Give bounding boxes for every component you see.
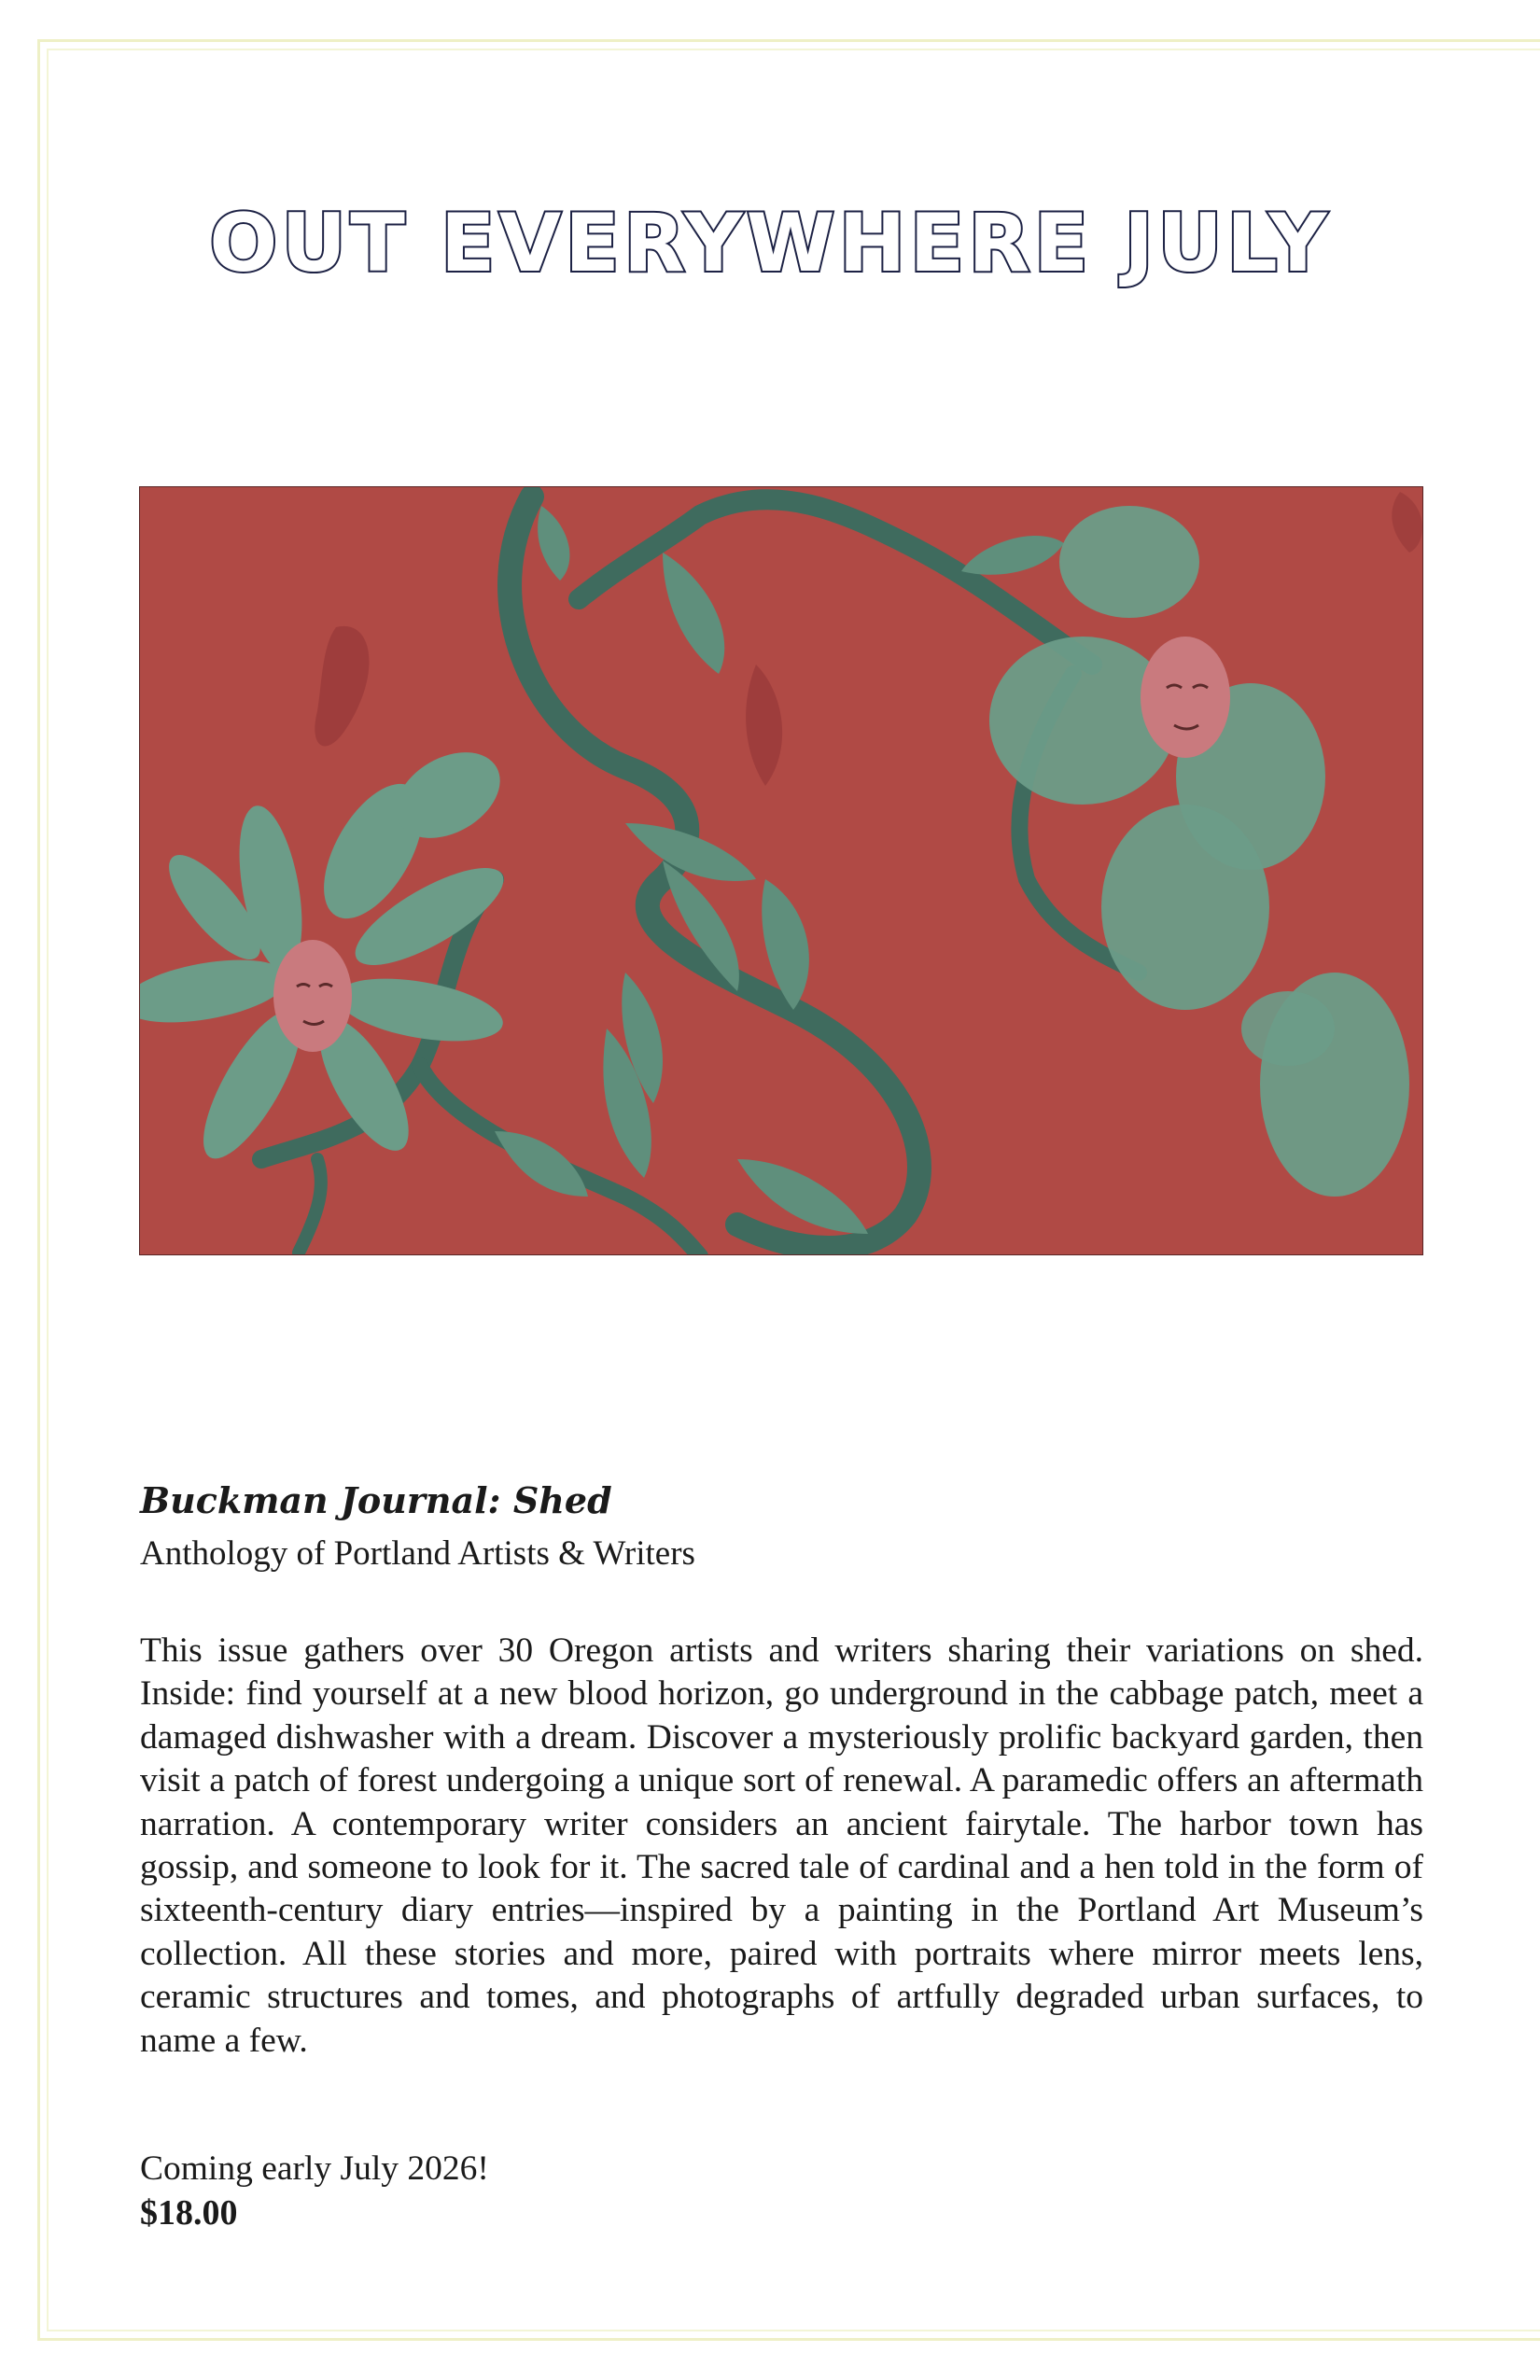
book-subtitle: Anthology of Portland Artists & Writers — [140, 1534, 695, 1573]
vine-illustration-icon — [140, 487, 1423, 1255]
headline: OUT EVERYWHERE JULY — [209, 197, 1331, 290]
cover-artwork — [139, 486, 1423, 1255]
price: $18.00 — [140, 2193, 238, 2233]
release-note: Coming early July 2026! — [140, 2149, 489, 2188]
book-title: Buckman Journal: Shed — [140, 1479, 612, 1521]
book-description: This issue gathers over 30 Oregon artists and writers sharing their variations on shed. Inside: find yourself at a new blood horizon, go underground in the cabbage patch, meet a damaged dishwasher with a dream. Discover a mysteriously prolific backyard garden, then visit a patch of forest undergoing a unique sort of renewal. A paramedic offers an aftermath narration. A contemporary writer considers an ancient fairytale. The harbor town has gossip, and someone to look for it. The sacred tale of cardinal and a hen told in the form of sixteenth-century diary entries—inspired by a painting in the Portland Art Museum’s collection. All these stories and more, paired with portraits where mirror meets lens, ceramic structures and tomes, and photographs of artfully degraded urban surfaces, to name a few. — [140, 1631, 1423, 2060]
